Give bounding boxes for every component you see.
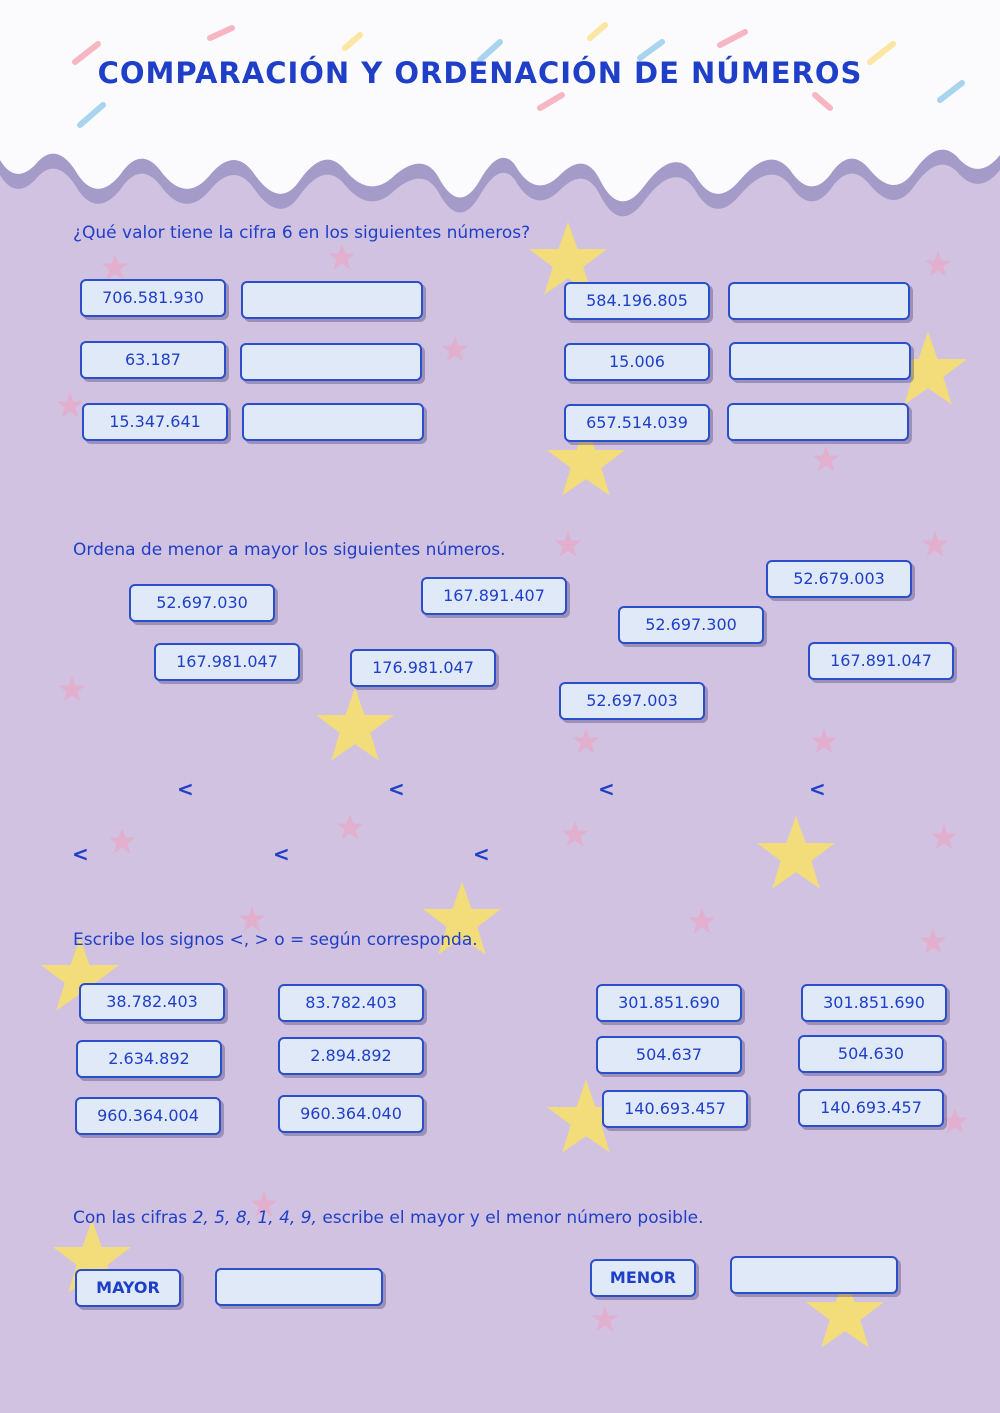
- less-than-sign: <: [809, 777, 826, 801]
- star-icon: [813, 446, 840, 471]
- star-icon: [57, 392, 84, 417]
- star-icon: [781, 840, 811, 869]
- question-cifras: [73, 1208, 704, 1228]
- star-icon: [340, 712, 370, 741]
- less-than-sign: <: [273, 842, 290, 866]
- mayor-input[interactable]: [215, 1268, 383, 1306]
- less-than-sign: <: [473, 842, 490, 866]
- compare-left: 301.851.690: [596, 984, 742, 1022]
- compare-right: 504.630: [798, 1035, 944, 1073]
- star-icon: [811, 728, 838, 753]
- draggable-number[interactable]: 176.981.047: [350, 649, 496, 687]
- compare-left: 38.782.403: [79, 983, 225, 1021]
- less-than-sign: <: [388, 777, 405, 801]
- star-icon: [830, 1299, 860, 1328]
- question-suffix: escribe el mayor y el menor número posible.: [322, 1208, 704, 1228]
- star-icon: [562, 821, 589, 846]
- number-card: 584.196.805: [564, 282, 710, 320]
- star-icon: [920, 928, 947, 953]
- less-than-sign: <: [72, 842, 89, 866]
- compare-left: 140.693.457: [602, 1090, 748, 1128]
- answer-input[interactable]: [242, 403, 424, 441]
- number-card: 657.514.039: [564, 404, 710, 442]
- compare-right: 2.894.892: [278, 1037, 424, 1075]
- draggable-number[interactable]: 167.981.047: [154, 643, 300, 681]
- star-icon: [571, 447, 601, 476]
- star-icon: [942, 1108, 969, 1133]
- star-icon: [109, 828, 136, 853]
- star-icon: [922, 531, 949, 556]
- answer-input[interactable]: [729, 342, 911, 380]
- page-title: COMPARACIÓN Y ORDENACIÓN DE NÚMEROS: [97, 56, 863, 90]
- star-icon: [913, 356, 943, 385]
- number-card: 15.006: [564, 343, 710, 381]
- star-icon: [555, 531, 582, 556]
- compare-right: 83.782.403: [278, 984, 424, 1022]
- answer-input[interactable]: [240, 343, 422, 381]
- star-icon: [571, 1104, 601, 1133]
- number-card: 63.187: [80, 341, 226, 379]
- less-than-sign: <: [177, 777, 194, 801]
- star-icon: [689, 908, 716, 933]
- compare-left: 504.637: [596, 1036, 742, 1074]
- star-icon: [573, 728, 600, 753]
- number-card: 706.581.930: [80, 279, 226, 317]
- answer-input[interactable]: [241, 281, 423, 319]
- answer-input[interactable]: [728, 282, 910, 320]
- star-icon: [59, 676, 86, 701]
- star-icon: [329, 244, 356, 269]
- answer-input[interactable]: [727, 403, 909, 441]
- star-icon: [931, 824, 958, 849]
- draggable-number[interactable]: 52.679.003: [766, 560, 912, 598]
- mayor-label: MAYOR: [75, 1269, 181, 1307]
- question-ordena: Ordena de menor a mayor los siguientes números.: [73, 540, 506, 560]
- compare-right: 301.851.690: [801, 984, 947, 1022]
- star-icon: [102, 254, 129, 279]
- star-icon: [239, 906, 266, 931]
- draggable-number[interactable]: 52.697.300: [618, 606, 764, 644]
- draggable-number[interactable]: 52.697.003: [559, 682, 705, 720]
- question-cifra-6: ¿Qué valor tiene la cifra 6 en los siguientes números?: [73, 223, 531, 243]
- question-digits: 2, 5, 8, 1, 4, 9,: [192, 1208, 317, 1228]
- compare-left: 960.364.004: [75, 1097, 221, 1135]
- star-icon: [553, 246, 583, 275]
- star-icon: [442, 336, 469, 361]
- star-icon: [592, 1306, 619, 1331]
- compare-right: 960.364.040: [278, 1095, 424, 1133]
- draggable-number[interactable]: 52.697.030: [129, 584, 275, 622]
- number-card: 15.347.641: [82, 403, 228, 441]
- menor-label: MENOR: [590, 1259, 696, 1297]
- draggable-number[interactable]: 167.891.407: [421, 577, 567, 615]
- menor-input[interactable]: [730, 1256, 898, 1294]
- question-signos: Escribe los signos <, > o = según corresponda.: [73, 930, 478, 950]
- draggable-number[interactable]: 167.891.047: [808, 642, 954, 680]
- less-than-sign: <: [598, 777, 615, 801]
- compare-left: 2.634.892: [76, 1040, 222, 1078]
- star-icon: [337, 814, 364, 839]
- question-prefix: Con las cifras: [73, 1208, 188, 1228]
- star-icon: [925, 251, 952, 276]
- compare-right: 140.693.457: [798, 1089, 944, 1127]
